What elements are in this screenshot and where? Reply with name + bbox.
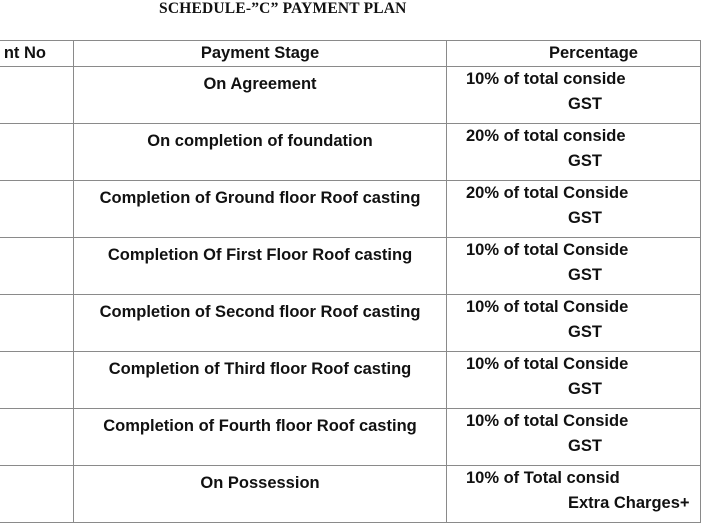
table-header-row [0, 41, 701, 67]
header-installment-no: nt No [0, 41, 74, 67]
percentage-text: 10% of total Conside [466, 241, 629, 259]
cell-payment-stage: On Possession [74, 466, 447, 523]
percentage-text: 10% of total Conside [466, 412, 629, 430]
table-row [0, 238, 701, 295]
cell-payment-stage: Completion of Third floor Roof casting [74, 352, 447, 409]
percentage-text: 20% of total conside [466, 127, 626, 145]
cell-installment-no [0, 238, 74, 295]
cell-installment-no [0, 352, 74, 409]
table-row [0, 124, 701, 181]
table-row [0, 67, 701, 124]
percentage-text: 20% of total Conside [466, 184, 629, 202]
cell-installment-no [0, 67, 74, 124]
header-percentage: Percentage [447, 41, 701, 67]
cell-percentage [447, 352, 701, 409]
cell-percentage [447, 238, 701, 295]
cell-percentage [447, 124, 701, 181]
cell-installment-no [0, 295, 74, 352]
cell-installment-no [0, 181, 74, 238]
cell-percentage [447, 181, 701, 238]
percentage-suffix-text: Extra Charges+ [568, 494, 690, 512]
percentage-suffix-text: GST [568, 95, 602, 113]
table-row [0, 295, 701, 352]
cell-percentage [447, 295, 701, 352]
cell-percentage [447, 67, 701, 124]
cell-payment-stage: Completion of Ground floor Roof casting [74, 181, 447, 238]
percentage-suffix-text: GST [568, 380, 602, 398]
header-payment-stage: Payment Stage [74, 41, 447, 67]
page-title: SCHEDULE-”C” PAYMENT PLAN [159, 0, 407, 17]
percentage-text: 10% of total Conside [466, 355, 629, 373]
table-row [0, 466, 701, 523]
table-row [0, 181, 701, 238]
cell-payment-stage: Completion of Second floor Roof casting [74, 295, 447, 352]
table-row [0, 409, 701, 466]
percentage-text: 10% of total Conside [466, 298, 629, 316]
percentage-suffix-text: GST [568, 152, 602, 170]
cell-percentage [447, 466, 701, 523]
percentage-suffix-text: GST [568, 323, 602, 341]
percentage-suffix-text: GST [568, 437, 602, 455]
cell-payment-stage: On completion of foundation [74, 124, 447, 181]
cell-payment-stage: Completion Of First Floor Roof casting [74, 238, 447, 295]
percentage-text: 10% of Total consid [466, 469, 620, 487]
table-body [0, 67, 701, 523]
cell-payment-stage: On Agreement [74, 67, 447, 124]
table-row [0, 352, 701, 409]
cell-payment-stage: Completion of Fourth floor Roof casting [74, 409, 447, 466]
payment-plan-table [0, 40, 701, 523]
percentage-suffix-text: GST [568, 209, 602, 227]
cell-installment-no [0, 466, 74, 523]
percentage-text: 10% of total conside [466, 70, 626, 88]
cell-percentage [447, 409, 701, 466]
cell-installment-no [0, 124, 74, 181]
percentage-suffix-text: GST [568, 266, 602, 284]
cell-installment-no [0, 409, 74, 466]
